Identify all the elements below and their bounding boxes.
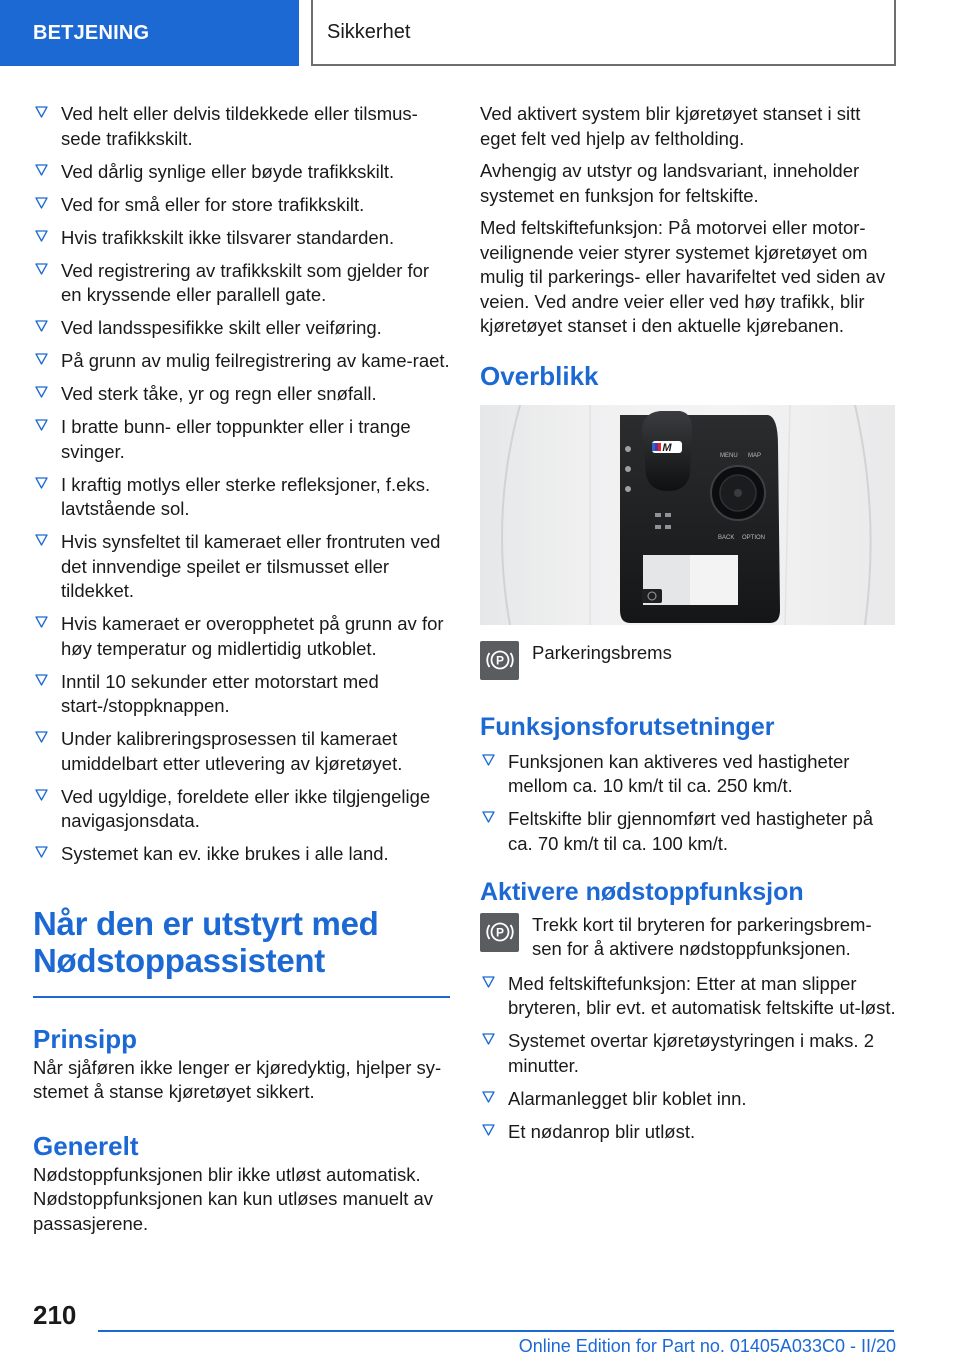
list-item xyxy=(33,415,450,464)
footer-rule xyxy=(98,1330,894,1332)
map-label: MAP xyxy=(748,452,762,459)
overblikk-heading: Overblikk xyxy=(480,360,599,391)
list-item xyxy=(33,530,450,604)
bullet-triangle-icon xyxy=(35,385,49,399)
back-label: BACK xyxy=(718,534,735,541)
list-item xyxy=(33,316,450,341)
bullet-triangle-icon xyxy=(35,229,49,243)
list-item xyxy=(480,972,898,1021)
menu-label: MENU xyxy=(720,452,738,459)
activation-text: Trekk kort til bryteren for parkeringsbrem-sen for å aktivere nødstoppfunksjonen. xyxy=(532,913,872,959)
prinsipp-text: Når sjåføren ikke lenger er kjøredyktig, hjelper sy-stemet å stanse kjøretøyet sikkert. xyxy=(33,1056,442,1102)
bullet-triangle-icon xyxy=(482,753,496,767)
generelt-text: Nødstoppfunksjonen blir ikke utløst automatisk. Nødstoppfunksjonen kan kun utløses manuelt av passasjerene. xyxy=(33,1163,434,1234)
center-console-illustration xyxy=(480,405,895,625)
prinsipp-heading: Prinsipp xyxy=(33,1023,138,1054)
list-item-text: Med feltskiftefunksjon: Etter at man slipper bryteren, blir evt. et automatisk feltskifte ut-løst. xyxy=(508,972,896,1018)
bullet-triangle-icon xyxy=(482,1090,496,1104)
list-item-text: Ved sterk tåke, yr og regn eller snøfall. xyxy=(61,383,377,404)
svg-text:P: P xyxy=(495,925,504,940)
header-chapter-title: Sikkerhet xyxy=(311,0,896,66)
generelt-heading: Generelt xyxy=(33,1130,139,1161)
bullet-triangle-icon xyxy=(482,1032,496,1046)
bullet-triangle-icon xyxy=(482,1123,496,1137)
list-item xyxy=(480,1087,898,1112)
list-item-text: Systemet overtar kjøretøystyringen i maks. 2 minutter. xyxy=(508,1030,874,1076)
paragraph-lane-change: Avhengig av utstyr og landsvariant, inneholder systemet en funksjon for feltskifte. xyxy=(480,160,860,206)
list-item xyxy=(33,670,450,719)
center-console-photo xyxy=(480,405,895,625)
bullet-triangle-icon xyxy=(35,319,49,333)
bullet-triangle-icon xyxy=(35,533,49,547)
requirements-list xyxy=(480,750,898,857)
list-item-text: I kraftig motlys eller sterke refleksjoner, f.eks. lavtstående sol. xyxy=(61,473,431,519)
list-item-text: På grunn av mulig feilregistrering av kame-raet. xyxy=(61,350,450,371)
right-column xyxy=(480,102,898,1153)
activation-instruction xyxy=(480,913,898,962)
bullet-triangle-icon xyxy=(482,810,496,824)
m-logo-label: M xyxy=(662,441,672,454)
list-item-text: Ved for små eller for store trafikkskilt. xyxy=(61,193,365,215)
list-item xyxy=(33,349,450,374)
condition-list xyxy=(33,102,450,867)
list-item xyxy=(33,842,450,867)
parking-brake-legend xyxy=(480,641,898,680)
list-item-text: Feltskifte blir gjennomført ved hastigheter på ca. 70 km/t til ca. 100 km/t. xyxy=(508,808,874,854)
heading-line-2: Nødstoppassistent xyxy=(33,942,325,979)
list-item xyxy=(480,1120,898,1145)
header-section-tab: BETJENING xyxy=(0,0,299,66)
list-item xyxy=(33,785,450,834)
list-item xyxy=(33,160,450,185)
bullet-triangle-icon xyxy=(35,105,49,119)
list-item-text: Inntil 10 sekunder etter motorstart med start-/stoppknappen. xyxy=(61,670,379,716)
bullet-triangle-icon xyxy=(35,673,49,687)
parking-brake-label: Parkeringsbrems xyxy=(532,641,672,663)
option-label: OPTION xyxy=(742,534,766,541)
list-item xyxy=(480,750,898,799)
list-item-text: Ved landsspesifikke skilt eller veiføring. xyxy=(61,317,382,338)
list-item xyxy=(33,473,450,522)
bullet-triangle-icon xyxy=(35,615,49,629)
footer-edition: Online Edition for Part no. 01405A033C0 - II/20 xyxy=(518,1336,896,1356)
paragraph-lane-keeping: Ved aktivert system blir kjøretøyet stanset i sitt eget felt ved hjelp av feltholding. xyxy=(480,103,861,149)
list-item-text: Funksjonen kan aktiveres ved hastigheter mellom ca. 10 km/t til ca. 250 km/t. xyxy=(508,750,850,796)
bullet-triangle-icon xyxy=(35,262,49,276)
list-item-text: Hvis trafikkskilt ikke tilsvarer standarden. xyxy=(61,226,395,248)
bullet-triangle-icon xyxy=(482,975,496,989)
parking-brake-icon xyxy=(480,641,519,680)
list-item xyxy=(33,226,450,251)
list-item-text: Et nødanrop blir utløst. xyxy=(508,1120,696,1142)
bullet-triangle-icon xyxy=(35,196,49,210)
list-item-text: Hvis kameraet er overopphetet på grunn av for høy temperatur og midlertidig utkoblet. xyxy=(61,613,444,659)
list-item-text: Hvis synsfeltet til kameraet eller frontruten ved det innvendige speilet er tilsmusset eller tildekket. xyxy=(61,531,441,601)
list-item xyxy=(33,612,450,661)
heading-line-1: Når den er utstyrt med xyxy=(33,905,379,942)
page-number: 210 xyxy=(33,1300,77,1330)
bullet-triangle-icon xyxy=(35,418,49,432)
list-item-text: Under kalibreringsprosessen til kameraet umiddelbart etter utlevering av kjøretøyet. xyxy=(61,728,403,774)
list-item xyxy=(480,807,898,856)
list-item-text: I bratte bunn- eller toppunkter eller i trange svinger. xyxy=(61,416,411,462)
list-item xyxy=(33,727,450,776)
list-item xyxy=(480,1029,898,1078)
list-item-text: Ved registrering av trafikkskilt som gjelder for en kryssende eller parallell gate. xyxy=(61,259,430,305)
left-column xyxy=(33,102,450,1244)
paragraph-motorway: Med feltskiftefunksjon: På motorvei eller motor-veilignende veier styrer systemet kjøretøyet om mulig til parkerings- eller havarifeltet ved siden av veien. Ved andre veier eller ved høy trafikk, blir kjøretøyet stanset i den aktuelle kjørebanen. xyxy=(480,217,886,336)
list-item xyxy=(33,382,450,407)
list-item-text: Ved ugyldige, foreldete eller ikke tilgjengelige navigasjonsdata. xyxy=(61,785,431,831)
bullet-triangle-icon xyxy=(35,845,49,859)
section-heading-nodstopp xyxy=(33,905,450,979)
list-item-text: Ved dårlig synlige eller bøyde trafikkskilt. xyxy=(61,160,395,182)
bullet-triangle-icon xyxy=(35,788,49,802)
aktivere-heading: Aktivere nødstoppfunksjon xyxy=(480,877,804,906)
forutsetninger-heading: Funksjonsforutsetninger xyxy=(480,712,775,741)
list-item xyxy=(33,193,450,218)
svg-text:P: P xyxy=(495,653,504,668)
bullet-triangle-icon xyxy=(35,476,49,490)
parking-brake-icon-2 xyxy=(480,913,519,952)
bullet-triangle-icon xyxy=(35,352,49,366)
list-item xyxy=(33,259,450,308)
bullet-triangle-icon xyxy=(35,730,49,744)
list-item-text: Alarmanlegget blir koblet inn. xyxy=(508,1087,747,1109)
list-item-text: Ved helt eller delvis tildekkede eller tilsmus-sede trafikkskilt. xyxy=(61,103,418,149)
list-item-text: Systemet kan ev. ikke brukes i alle land. xyxy=(61,843,389,864)
activation-effects-list xyxy=(480,972,898,1145)
list-item xyxy=(33,102,450,151)
bullet-triangle-icon xyxy=(35,163,49,177)
